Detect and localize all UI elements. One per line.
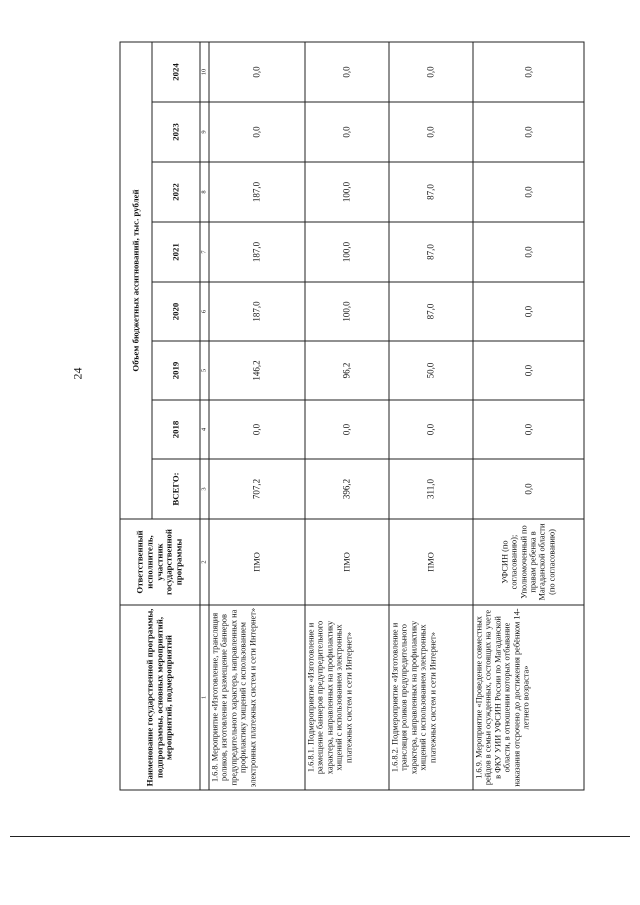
row-value-2021: 187,0 (209, 222, 305, 282)
row-value-2024: 0,0 (305, 42, 389, 102)
table-row (305, 42, 389, 790)
column-number: 1 (200, 605, 209, 790)
row-value-2022: 100,0 (305, 162, 389, 222)
row-program-name: 1.6.8.2. Подмероприятие «Изготовление и трансляция роликов предупредительного характера, направленных на профилактику хищений с использованием электронных платежных систем и сети Интернет» (389, 605, 473, 790)
row-value-2019: 96,2 (305, 341, 389, 400)
row-program-name: 1.6.8. Мероприятие «Изготовление, трансляция роликов, изготовление и размещение баннеров предупредительного характера, направленных на профилактику хищений с использованием электронных платежных систем и сети Интернет» (209, 605, 305, 790)
row-value-2018: 0,0 (473, 400, 584, 459)
column-number-row (200, 42, 209, 790)
row-value-2023: 0,0 (209, 102, 305, 162)
row-value-2019: 50,0 (389, 341, 473, 400)
column-number: 10 (200, 42, 209, 102)
row-executor: ПМО (305, 519, 389, 605)
row-total: 0,0 (473, 459, 584, 519)
header-year-2022: 2022 (152, 162, 200, 222)
row-total: 311,0 (389, 459, 473, 519)
column-number: 8 (200, 162, 209, 222)
header-year-2021: 2021 (152, 222, 200, 282)
header-total: ВСЕГО: (152, 459, 200, 519)
row-value-2018: 0,0 (305, 400, 389, 459)
row-value-2018: 0,0 (209, 400, 305, 459)
row-value-2021: 100,0 (305, 222, 389, 282)
table-row (473, 42, 584, 790)
row-executor: УФСИН (по согласованию); Уполномоченный по правам ребенка в Магаданской области (по согласованию) (473, 519, 584, 605)
row-value-2024: 0,0 (389, 42, 473, 102)
horizontal-divider (10, 836, 630, 837)
column-number: 2 (200, 519, 209, 605)
header-row-1 (120, 42, 152, 790)
row-value-2024: 0,0 (473, 42, 584, 102)
row-program-name: 1.6.8.1. Подмероприятие «Изготовление и размещение баннеров предупредительного характера, направленных на профилактику хищений с использованием электронных платежных систем и сети Интернет» (305, 605, 389, 790)
row-program-name: 1.6.9. Мероприятие «Проведение совместных рейдов в семьи осужденных, состоящих на учете в ФКУ УИИ УФСИН России по Магаданской области, в отношении которых отбывание наказания отсрочено до достижения ребёнком 14-летнего возраста» (473, 605, 584, 790)
header-year-2019: 2019 (152, 341, 200, 400)
budget-table-container (119, 43, 582, 791)
row-value-2023: 0,0 (473, 102, 584, 162)
header-program-name: Наименование государственной программы, подпрограммы, основных мероприятий, мероприятий, подмероприятий (120, 605, 200, 790)
row-value-2024: 0,0 (209, 42, 305, 102)
row-value-2020: 87,0 (389, 282, 473, 341)
column-number: 6 (200, 282, 209, 341)
row-value-2019: 146,2 (209, 341, 305, 400)
row-executor: ПМО (209, 519, 305, 605)
row-total: 396,2 (305, 459, 389, 519)
row-value-2023: 0,0 (305, 102, 389, 162)
column-number: 4 (200, 400, 209, 459)
row-value-2020: 0,0 (473, 282, 584, 341)
row-value-2019: 0,0 (473, 341, 584, 400)
row-value-2022: 0,0 (473, 162, 584, 222)
row-value-2021: 87,0 (389, 222, 473, 282)
row-value-2020: 100,0 (305, 282, 389, 341)
header-budget-volume: Объем бюджетных ассигнований, тыс. рублей (120, 42, 152, 519)
row-executor: ПМО (389, 519, 473, 605)
header-executor: Ответственный исполнитель, участник государственной программы (120, 519, 200, 605)
row-value-2022: 87,0 (389, 162, 473, 222)
table-row (389, 42, 473, 790)
column-number: 5 (200, 341, 209, 400)
page-number: 24 (70, 367, 85, 380)
row-total: 707,2 (209, 459, 305, 519)
table-row (209, 42, 305, 790)
budget-allocation-table (120, 42, 585, 791)
header-year-2023: 2023 (152, 102, 200, 162)
row-value-2018: 0,0 (389, 400, 473, 459)
row-value-2023: 0,0 (389, 102, 473, 162)
column-number: 7 (200, 222, 209, 282)
column-number: 3 (200, 459, 209, 519)
rotated-table-frame (120, 43, 583, 791)
header-year-2020: 2020 (152, 282, 200, 341)
header-year-2018: 2018 (152, 400, 200, 459)
row-value-2020: 187,0 (209, 282, 305, 341)
header-year-2024: 2024 (152, 42, 200, 102)
row-value-2021: 0,0 (473, 222, 584, 282)
column-number: 9 (200, 102, 209, 162)
row-value-2022: 187,0 (209, 162, 305, 222)
